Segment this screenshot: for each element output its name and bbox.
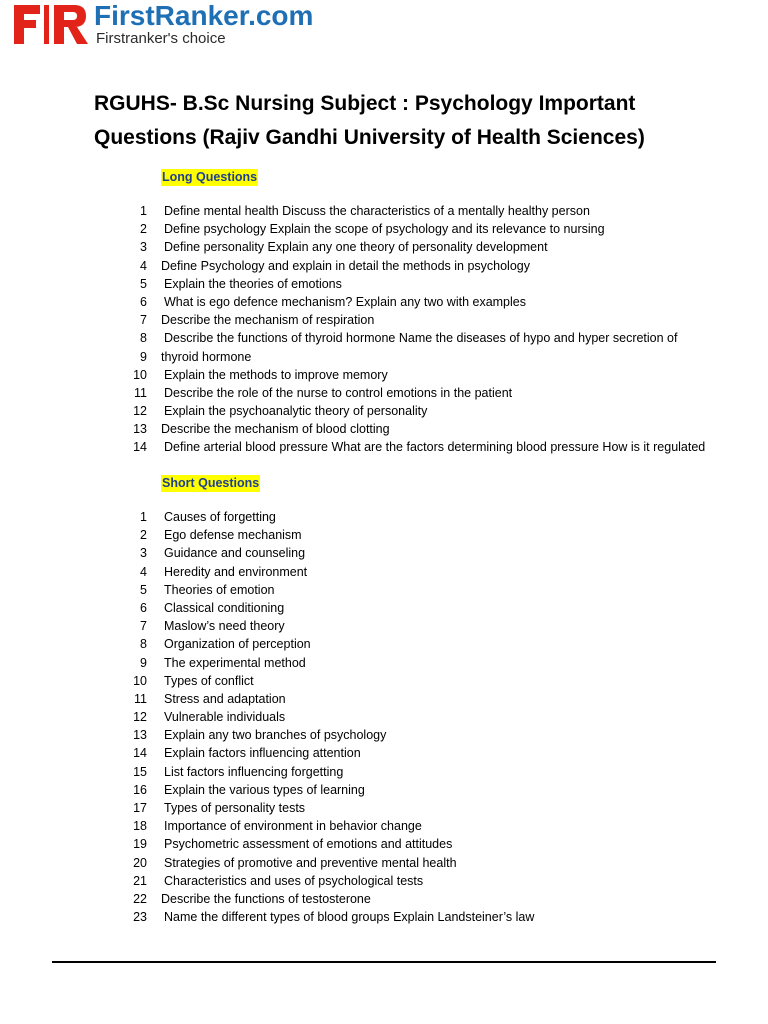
question-text: Explain the methods to improve memory (164, 367, 388, 382)
question-text: Define arterial blood pressure What are the factors determining blood pressure How is it regulated (164, 440, 706, 455)
list-item (0, 329, 768, 347)
list-item (0, 438, 768, 456)
question-number: 19 (133, 837, 147, 852)
question-text: Importance of environment in behavior change (164, 819, 422, 834)
list-item (0, 508, 768, 526)
question-number: 3 (140, 240, 147, 255)
question-number: 4 (140, 564, 147, 579)
list-item (0, 599, 768, 617)
question-text: Describe the functions of thyroid hormone Name the diseases of hypo and hyper secretion of (164, 331, 678, 346)
question-text: Organization of perception (164, 637, 311, 652)
question-text: Vulnerable individuals (164, 710, 286, 725)
question-number: 14 (133, 440, 147, 455)
question-text: Causes of forgetting (164, 510, 276, 524)
question-text: Types of personality tests (164, 801, 306, 815)
question-text: Explain any two branches of psychology (164, 728, 387, 743)
question-number: 11 (134, 385, 147, 400)
question-number: 20 (133, 855, 147, 870)
question-number: 12 (133, 710, 147, 725)
question-text: thyroid hormone (161, 349, 252, 364)
list-item (0, 202, 768, 220)
question-text: Heredity and environment (164, 564, 308, 579)
question-number: 2 (140, 528, 147, 543)
list-item (0, 348, 768, 366)
long-questions-list (0, 202, 768, 457)
question-number: 17 (133, 801, 147, 815)
list-item (0, 257, 768, 275)
list-item (0, 817, 768, 835)
list-item (0, 617, 768, 635)
list-item (0, 238, 768, 256)
question-text: Name the different types of blood groups Explain Landsteiner’s law (164, 910, 535, 925)
question-number: 9 (140, 349, 147, 364)
question-text: Theories of emotion (164, 582, 275, 597)
question-number: 8 (140, 331, 147, 346)
list-item (0, 366, 768, 384)
question-text: Classical conditioning (164, 600, 285, 615)
question-number: 2 (140, 222, 147, 237)
list-item (0, 872, 768, 890)
list-item (0, 835, 768, 853)
question-text: Describe the functions of testosterone (161, 891, 371, 906)
question-text: Maslow’s need theory (164, 619, 285, 634)
question-text: Characteristics and uses of psychological tests (164, 873, 424, 888)
list-item (0, 726, 768, 744)
list-item (0, 402, 768, 420)
question-number: 3 (140, 546, 147, 561)
question-text: The experimental method (164, 655, 306, 670)
question-number: 5 (140, 276, 147, 291)
question-text: What is ego defence mechanism? Explain any two with examples (164, 294, 526, 309)
question-text: Describe the mechanism of respiration (161, 313, 375, 328)
question-number: 21 (133, 873, 147, 888)
question-text: Guidance and counseling (164, 546, 306, 561)
question-text: Stress and adaptation (164, 691, 286, 706)
question-text: Define personality Explain any one theory of personality development (164, 240, 548, 255)
question-number: 15 (133, 764, 147, 779)
brand-logo (12, 2, 342, 46)
long-questions-heading: Long Questions (162, 170, 258, 184)
list-item (0, 890, 768, 908)
list-item (0, 908, 768, 926)
question-number: 18 (133, 819, 147, 834)
short-questions-list (0, 508, 768, 926)
footer-divider (52, 961, 716, 963)
page-title: RGUHS- B.Sc Nursing Subject : Psychology Important Questions (Rajiv Gandhi University of Health Sciences) (94, 92, 645, 149)
question-number: 9 (140, 655, 147, 670)
question-text: Types of conflict (164, 673, 254, 688)
question-text: Explain the psychoanalytic theory of personality (164, 404, 428, 419)
list-item (0, 781, 768, 799)
brand-name: FirstRanker.com (94, 0, 314, 31)
question-number: 7 (140, 619, 147, 634)
question-number: 10 (133, 673, 147, 688)
list-item (0, 672, 768, 690)
question-text: Define mental health Discuss the characteristics of a mentally healthy person (164, 204, 590, 218)
list-item (0, 220, 768, 238)
question-text: Ego defense mechanism (164, 528, 302, 543)
brand-tagline: Firstranker's choice (96, 30, 226, 47)
list-item (0, 763, 768, 781)
list-item (0, 293, 768, 311)
question-text: Explain factors influencing attention (164, 746, 361, 761)
question-text: Psychometric assessment of emotions and attitudes (164, 837, 453, 852)
question-number: 1 (140, 204, 147, 218)
question-number: 6 (140, 294, 147, 309)
list-item (0, 420, 768, 438)
list-item (0, 544, 768, 562)
question-number: 23 (133, 910, 147, 925)
firstranker-logo-icon (12, 2, 88, 46)
list-item (0, 526, 768, 544)
question-number: 1 (140, 510, 147, 524)
question-text: Explain the various types of learning (164, 782, 365, 797)
list-item (0, 635, 768, 653)
list-item (0, 275, 768, 293)
list-item (0, 690, 768, 708)
question-number: 7 (140, 313, 147, 328)
question-number: 22 (133, 891, 147, 906)
list-item (0, 708, 768, 726)
question-text: Define psychology Explain the scope of psychology and its relevance to nursing (164, 222, 605, 237)
question-number: 13 (133, 422, 147, 437)
question-number: 10 (133, 367, 147, 382)
question-text: Define Psychology and explain in detail the methods in psychology (161, 258, 530, 273)
question-number: 12 (133, 404, 147, 419)
list-item (0, 563, 768, 581)
question-number: 8 (140, 637, 147, 652)
question-text: Describe the mechanism of blood clotting (161, 422, 390, 437)
question-number: 5 (140, 582, 147, 597)
question-number: 14 (133, 746, 147, 761)
list-item (0, 654, 768, 672)
question-number: 11 (134, 691, 147, 706)
list-item (0, 384, 768, 402)
list-item (0, 744, 768, 762)
question-number: 4 (140, 258, 147, 273)
list-item (0, 854, 768, 872)
question-text: Strategies of promotive and preventive mental health (164, 855, 457, 870)
list-item (0, 311, 768, 329)
question-text: List factors influencing forgetting (164, 764, 344, 779)
short-questions-heading: Short Questions (162, 476, 260, 490)
list-item (0, 799, 768, 817)
question-text: Explain the theories of emotions (164, 276, 342, 291)
question-text: Describe the role of the nurse to control emotions in the patient (164, 385, 513, 400)
question-number: 13 (133, 728, 147, 743)
list-item (0, 581, 768, 599)
question-number: 16 (133, 782, 147, 797)
question-number: 6 (140, 600, 147, 615)
